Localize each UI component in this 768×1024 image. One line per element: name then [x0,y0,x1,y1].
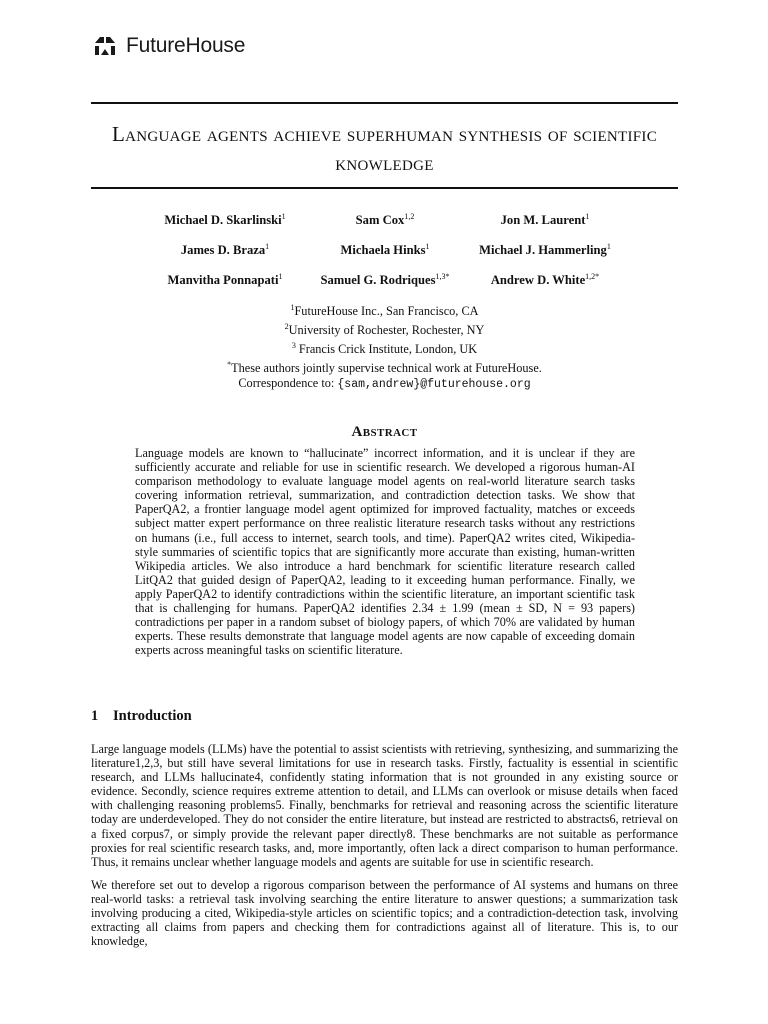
abstract-text: Language models are known to “hallucinate” incorrect information, and it is unclear if they are sufficiently accurate and reliable for use in scientific research. We developed a rigorous human-AI comparison methodology to evaluate language model agents on real-world literature search tasks covering information retrieval, summarization, and contradiction detection tasks. We show that PaperQA2, a frontier language model agent optimized for improved factuality, matches or exceeds subject matter expert performance on three realistic literature research tasks without any restrictions on humans (i.e., full access to internet, search tools, and time). PaperQA2 writes cited, Wikipedia-style summaries of scientific topics that are significantly more accurate than existing, human-written Wikipedia articles. We also introduce a hard benchmark for scientific literature research called LitQA2 that guided design of PaperQA2, leading to it exceeding human performance. Finally, we apply PaperQA2 to identify contradictions within the scientific literature, an important scientific task that is challenging for humans. PaperQA2 identifies 2.34 ± 1.99 (mean ± SD, N = 93 papers) contradictions per paper in a random subset of biology papers, of which 70% are validated by human experts. These results demonstrate that language model agents are now capable of exceeding domain experts across meaningful tasks on scientific literature. [135,446,635,658]
title-rule-top [91,102,678,104]
author: Michaela Hinks$^1$ [340,242,430,258]
author-list [150,212,620,302]
abstract-heading: Abstract [351,424,418,440]
author-row [150,272,620,302]
affiliation: *These authors jointly supervise technical work at FutureHouse. [227,360,542,376]
brand-name: FutureHouse [126,34,246,57]
affiliation: $^1$FutureHouse Inc., San Francisco, CA [290,303,479,319]
affiliation: $^3$ Francis Crick Institute, London, UK [291,341,478,357]
section-title: Introduction [113,708,192,724]
author: Andrew D. White$^{1,2*}$ [490,272,600,288]
paper-title: Language agents achieve superhuman synthesis of scientific knowledge [111,122,658,175]
paragraph: We therefore set out to develop a rigorous comparison between the performance of AI systems and humans on three real-world tasks: a retrieval task involving searching the entire literature to answer questions; a summarization task involving producing a cited, Wikipedia-style articles on scientific topics; and a contradiction-detection task, involving extracting all claims from papers and checking them for contradictions against all of literature. This is, to our knowledge, [91,878,678,949]
section-number: 1 [91,708,99,724]
futurehouse-logo-icon [92,34,118,58]
paragraph: Large language models (LLMs) have the potential to assist scientists with retrieving, synthesizing, and summarizing the literature1,2,3, but still have several limitations for use in research tasks. Firstly, factuality is essential in scientific research, and LLMs hallucinate4, confidently stating information that is not grounded in any existing source or evidence. Secondly, science requires extreme attention to detail, and LLMs can overlook or misuse details when faced with challenging reasoning problems5. Finally, benchmarks for retrieval and reasoning across the scientific literature today are underdeveloped. They do not consider the entire literature, but instead are restricted to abstracts6, retrieval on a fixed corpus7, or simply provide the relevant paper directly8. These benchmarks are not suitable as performance proxies for real scientific research tasks, and, more importantly, often lack a direct comparison to human performance. Thus, it remains unclear whether language models and agents are suitable for use in scientific research. [91,742,678,869]
correspondence: Correspondence to: {sam,andrew}@futurehouse.org [238,376,531,392]
author: Samuel G. Rodriques$^{1,3*}$ [320,272,450,288]
correspondence-email[interactable]: {sam,andrew}@futurehouse.org [337,378,531,392]
section-heading [91,708,192,725]
author-row [150,212,620,242]
affiliations [91,300,678,392]
title-rule-bottom [91,187,678,189]
author: James D. Braza$^1$ [180,242,270,258]
author-row [150,242,620,272]
affiliation: $^2$University of Rochester, Rochester, NY [284,322,485,338]
author: Sam Cox$^{1,2}$ [355,212,415,228]
author: Manvitha Ponnapati$^1$ [167,272,283,288]
author: Jon M. Laurent$^1$ [500,212,590,228]
author: Michael D. Skarlinski$^1$ [164,212,286,228]
author: Michael J. Hammerling$^1$ [479,242,611,258]
futurehouse-logo [92,34,245,58]
